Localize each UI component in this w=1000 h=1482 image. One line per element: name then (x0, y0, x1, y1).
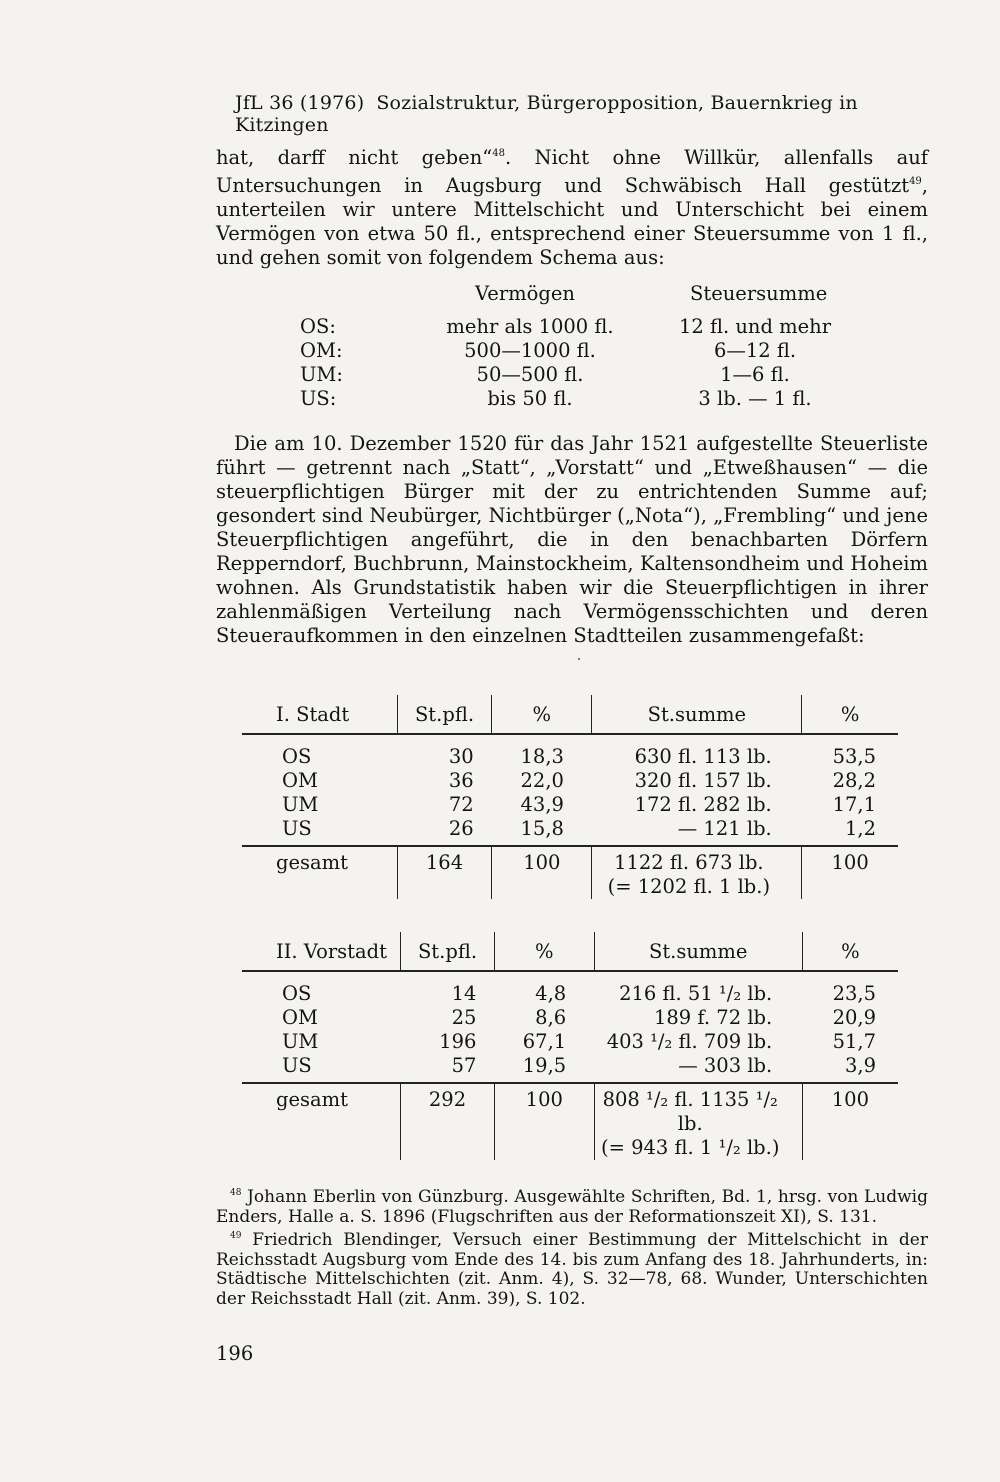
schema-steuer: 3 lb. — 1 fl. (698, 387, 812, 410)
cell-stsumme-total (594, 1083, 802, 1160)
cell-percent: 8,6 (535, 1006, 567, 1029)
footnote-number: 49 (230, 1231, 242, 1241)
cell-percent: 100 (494, 1083, 594, 1160)
cell-stsumme: 320 fl. 157 lb. (634, 769, 772, 792)
cell-total-label: gesamt (276, 1088, 348, 1111)
cell-stpfl: 72 (448, 793, 474, 816)
cell-percent: 20,9 (832, 1006, 876, 1029)
cell-class: OS (282, 982, 312, 1005)
cell-stsumme: 403 ¹/₂ fl. 709 lb. (606, 1030, 773, 1053)
column-header-percent: % (492, 695, 592, 734)
cell-stsumme: 630 fl. 113 lb. (634, 745, 772, 768)
cell-percent: 3,9 (802, 1054, 898, 1083)
schema-row (0, 315, 1000, 339)
table-row (242, 971, 898, 1006)
paragraph-steuerliste: Die am 10. Dezember 1520 für das Jahr 1521 aufgestellte Steuerliste führt — getrennt nach „Statt“, „Vorstatt“ und „Etweßhausen“ — die steuerpflichtigen Bürger mit der zu entrichtenden Summe auf; gesondert sind Neubürger, Nichtbürger („Nota“), „Frembling“ und jene Steuerpflichtigen angeführt, die in den benachbarten Dörfern Repperndorf, Buchbrunn, Mainstockheim, Kaltensondheim und Hoheim wohnen. Als Grundstatistik haben wir die Steuerpflichtigen in ihrer zahlenmäßigen Verteilung nach Vermögensschichten und deren Steueraufkommen in den einzelnen Stadtteilen zusammengefaßt: (216, 432, 928, 647)
paragraph-text: . Nicht ohne Willkür, allenfalls auf Untersuchungen in Augsburg und Schwäbisch Hall gestützt (216, 146, 928, 197)
table-header-row (242, 695, 898, 734)
column-header-percent: % (494, 932, 594, 971)
cell-class: OS (282, 745, 312, 768)
schema-row (0, 387, 1000, 411)
journal-reference: JfL 36 (1976) (235, 92, 365, 114)
column-header-stsumme: St.summe (592, 695, 802, 734)
cell-percent: 28,2 (832, 769, 876, 792)
schema-vermoegen: mehr als 1000 fl. (446, 315, 614, 338)
cell-stpfl: 26 (397, 817, 491, 846)
cell-total-label: gesamt (276, 851, 348, 874)
cell-percent: 100 (492, 846, 592, 899)
schema-header-vermoegen: Vermögen (475, 282, 575, 305)
cell-percent: 51,7 (832, 1030, 876, 1053)
table-row (242, 793, 898, 817)
column-header-stsumme: St.summe (594, 932, 802, 971)
table-total-row (242, 1083, 898, 1160)
cell-stsumme: — 121 lb. (592, 817, 802, 846)
cell-percent: 17,1 (832, 793, 876, 816)
cell-class: US (242, 1054, 401, 1083)
footnote-ref-48: 48 (492, 148, 505, 159)
cell-percent: 43,9 (520, 793, 564, 816)
footnote-text: Johann Eberlin von Günzburg. Ausgewählte Schriften, Bd. 1, hrsg. von Ludwig Enders, Halle a. S. 1896 (Flugschriften aus der Reformationszeit XI), S. 131. (216, 1187, 928, 1227)
cell-class: UM (282, 1030, 319, 1053)
table-row (242, 769, 898, 793)
total-sum-converted: (= 943 fl. 1 ¹/₂ lb.) (600, 1136, 780, 1159)
article-title: Sozialstruktur, Bürgeropposition, Bauernkrieg in Kitzingen (235, 92, 858, 136)
cell-percent: 15,8 (492, 817, 592, 846)
cell-stpfl: 164 (397, 846, 491, 899)
cell-percent: 18,3 (520, 745, 564, 768)
cell-percent: 53,5 (832, 745, 876, 768)
cell-stsumme: 189 f. 72 lb. (653, 1006, 773, 1029)
schema-header-steuersumme: Steuersumme (690, 282, 828, 305)
schema-steuer: 12 fl. und mehr (678, 315, 832, 338)
cell-stsumme: 216 fl. 51 ¹/₂ lb. (619, 982, 773, 1005)
cell-stsumme-total (592, 846, 802, 899)
cell-class: US (242, 817, 397, 846)
cell-stsumme: 172 fl. 282 lb. (634, 793, 772, 816)
schema-row (0, 363, 1000, 387)
cell-percent: 4,8 (535, 982, 567, 1005)
cell-percent: 19,5 (494, 1054, 594, 1083)
table-total-row (242, 846, 898, 899)
page-number: 196 (216, 1342, 254, 1365)
cell-percent: 100 (802, 1083, 898, 1160)
footnote-ref-49: 49 (909, 176, 922, 187)
schema-row (0, 339, 1000, 363)
schema-steuer: 1—6 fl. (720, 363, 790, 386)
column-header-stpfl: St.pfl. (401, 932, 495, 971)
print-speck (578, 658, 580, 660)
table-row (242, 1030, 898, 1054)
cell-stpfl: 57 (401, 1054, 495, 1083)
cell-stsumme: — 303 lb. (594, 1054, 802, 1083)
schema-label: OM: (300, 339, 343, 362)
footnote-49 (216, 1227, 928, 1309)
table-row (242, 1006, 898, 1030)
footnote-48 (216, 1184, 928, 1227)
cell-percent: 22,0 (520, 769, 564, 792)
cell-stpfl: 14 (451, 982, 477, 1005)
paragraph-text: , unterteilen wir untere Mittelschicht und Unterschicht bei einem Vermögen von etwa 50 fl., entsprechend einer Steuersumme von 1 fl., und gehen somit von folgendem Schema aus: (216, 174, 928, 269)
cell-stpfl: 292 (401, 1083, 495, 1160)
paragraph-intro (216, 142, 928, 270)
cell-stpfl: 30 (448, 745, 474, 768)
schema-label: UM: (300, 363, 343, 386)
table-row (242, 734, 898, 769)
cell-percent: 100 (802, 846, 898, 899)
schema-vermoegen: 50—500 fl. (476, 363, 584, 386)
column-header-district: I. Stadt (242, 695, 397, 734)
cell-class: OM (282, 769, 318, 792)
cell-percent: 23,5 (832, 982, 876, 1005)
footnote-text: Friedrich Blendinger, Versuch einer Bestimmung der Mittelschicht in der Reichsstadt Augsburg vom Ende des 14. bis zum Anfang des 18. Jahrhunderts, in: Städtische Mittelschichten (zit. Anm. 4), S. 32—78, 68. Wunder, Unterschichten der Reichsstadt Hall (zit. Anm. 39), S. 102. (216, 1230, 928, 1309)
column-header-district: II. Vorstadt (242, 932, 401, 971)
cell-class: UM (282, 793, 319, 816)
schema-steuer: 6—12 fl. (713, 339, 797, 362)
total-sum: 808 ¹/₂ fl. 1135 ¹/₂ lb. (602, 1088, 778, 1135)
paragraph-text: hat, darff nicht geben“ (216, 146, 493, 169)
footnotes (216, 1184, 928, 1309)
cell-class: OM (282, 1006, 318, 1029)
schema-vermoegen: 500—1000 fl. (464, 339, 596, 362)
table-row (242, 817, 898, 846)
column-header-stpfl: St.pfl. (397, 695, 491, 734)
cell-percent: 1,2 (802, 817, 898, 846)
cell-percent: 67,1 (522, 1030, 567, 1053)
cell-stpfl: 196 (439, 1030, 477, 1053)
total-sum: 1122 fl. 673 lb. (614, 851, 764, 874)
schema-label: OS: (300, 315, 336, 338)
column-header-percent: % (802, 932, 898, 971)
table-vorstadt (242, 932, 898, 1160)
schema-vermoegen: bis 50 fl. (487, 387, 573, 410)
running-header (235, 92, 935, 136)
table-stadt (242, 695, 898, 899)
cell-stpfl: 25 (451, 1006, 477, 1029)
table-header-row (242, 932, 898, 971)
total-sum-converted: (= 1202 fl. 1 lb.) (607, 875, 771, 898)
column-header-percent: % (802, 695, 898, 734)
cell-stpfl: 36 (448, 769, 474, 792)
table-row (242, 1054, 898, 1083)
footnote-number: 48 (230, 1188, 242, 1198)
schema-label: US: (300, 387, 337, 410)
